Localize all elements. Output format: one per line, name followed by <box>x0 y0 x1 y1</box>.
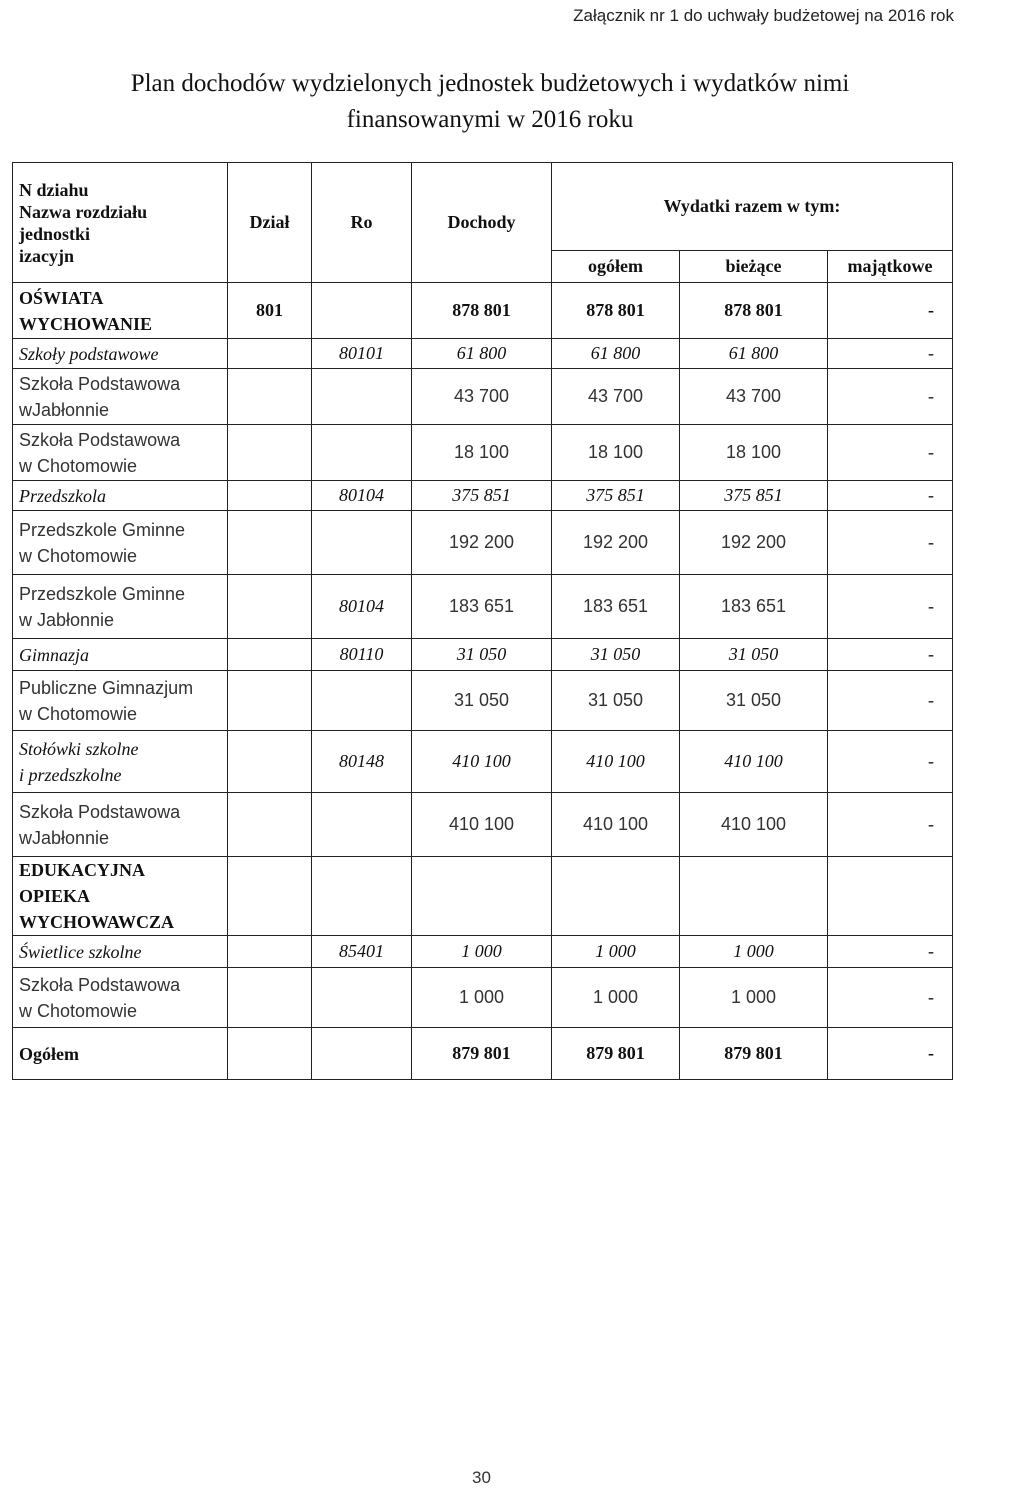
row-dzial <box>228 369 312 425</box>
table-row <box>13 671 953 731</box>
row-dochody: 61 800 <box>412 339 552 369</box>
row-dochody: 31 050 <box>412 671 552 731</box>
header-dochody: Dochody <box>412 163 552 283</box>
row-name-line-1: Szkoła Podstawowa <box>19 801 181 822</box>
row-majatkowe: - <box>828 731 953 793</box>
row-rozdzial <box>312 968 412 1028</box>
row-name-line-1: Przedszkole Gminne <box>19 583 186 604</box>
row-rozdzial: 80148 <box>312 731 412 793</box>
table-row <box>13 481 953 511</box>
header-biezace: bieżące <box>680 251 828 283</box>
row-name-line-2: i przedszkolne <box>19 764 122 785</box>
row-dzial <box>228 339 312 369</box>
row-biezace: 410 100 <box>680 793 828 857</box>
row-name-line-1: Stołówki szkolne <box>19 738 139 759</box>
row-rozdzial <box>312 793 412 857</box>
header-rozdzial: Ro <box>312 163 412 283</box>
table-row <box>13 968 953 1028</box>
row-majatkowe: - <box>828 511 953 575</box>
table-row <box>13 283 953 339</box>
total-majatkowe: - <box>828 1028 953 1080</box>
table-row <box>13 936 953 968</box>
row-rozdzial <box>312 425 412 481</box>
row-biezace: 192 200 <box>680 511 828 575</box>
row-ogolem <box>552 857 680 936</box>
row-dzial <box>228 671 312 731</box>
row-biezace: 183 651 <box>680 575 828 639</box>
row-ogolem: 410 100 <box>552 793 680 857</box>
row-name <box>13 575 228 639</box>
row-majatkowe: - <box>828 639 953 671</box>
header-ogolem: ogółem <box>552 251 680 283</box>
row-rozdzial <box>312 671 412 731</box>
row-name-line-2: wJabłonnie <box>19 399 110 420</box>
row-biezace <box>680 857 828 936</box>
row-ogolem: 1 000 <box>552 936 680 968</box>
row-ogolem: 31 050 <box>552 639 680 671</box>
row-name-line-1: Publiczne Gimnazjum <box>19 677 194 698</box>
row-name <box>13 425 228 481</box>
row-name-line-1: Przedszkole Gminne <box>19 519 186 540</box>
row-majatkowe: - <box>828 283 953 339</box>
row-majatkowe: - <box>828 793 953 857</box>
row-ogolem: 375 851 <box>552 481 680 511</box>
row-name <box>13 731 228 793</box>
row-dochody: 183 651 <box>412 575 552 639</box>
row-biezace: 878 801 <box>680 283 828 339</box>
header-name-line-3: jednostki <box>19 223 91 244</box>
table-row <box>13 575 953 639</box>
header-wydatki: Wydatki razem w tym: <box>552 163 953 251</box>
row-name-line-2: w Chotomowie <box>19 703 138 724</box>
page-title <box>40 66 940 138</box>
table-header <box>13 163 953 283</box>
row-rozdzial: 80104 <box>312 575 412 639</box>
row-name <box>13 793 228 857</box>
row-ogolem: 878 801 <box>552 283 680 339</box>
row-name-line-1: Gimnazja <box>19 644 90 665</box>
table-body <box>13 283 953 1028</box>
row-biezace: 43 700 <box>680 369 828 425</box>
row-name <box>13 511 228 575</box>
row-rozdzial: 80104 <box>312 481 412 511</box>
row-name <box>13 283 228 339</box>
row-majatkowe: - <box>828 671 953 731</box>
row-name <box>13 369 228 425</box>
row-rozdzial <box>312 511 412 575</box>
row-rozdzial <box>312 857 412 936</box>
total-dzial <box>228 1028 312 1080</box>
title-line-2: finansowanymi w 2016 roku <box>346 106 634 133</box>
row-name-line-1: OŚWIATA <box>19 287 104 308</box>
table-row <box>13 793 953 857</box>
row-dzial <box>228 575 312 639</box>
row-name-line-2: w Chotomowie <box>19 455 138 476</box>
table-row <box>13 857 953 936</box>
table-row <box>13 425 953 481</box>
row-biezace: 31 050 <box>680 671 828 731</box>
row-name <box>13 857 228 936</box>
row-ogolem: 1 000 <box>552 968 680 1028</box>
row-biezace: 1 000 <box>680 936 828 968</box>
header-dzial: Dział <box>228 163 312 283</box>
header-majatkowe: majątkowe <box>828 251 953 283</box>
total-row <box>13 1028 953 1080</box>
row-ogolem: 410 100 <box>552 731 680 793</box>
row-name <box>13 671 228 731</box>
page-number: 30 <box>472 1468 491 1487</box>
row-dochody: 192 200 <box>412 511 552 575</box>
row-dochody: 375 851 <box>412 481 552 511</box>
row-dochody: 878 801 <box>412 283 552 339</box>
row-dochody: 43 700 <box>412 369 552 425</box>
table-row <box>13 731 953 793</box>
row-dzial <box>228 857 312 936</box>
row-name-line-1: Szkoły podstawowe <box>19 343 159 364</box>
row-dochody <box>412 857 552 936</box>
header-name <box>13 163 228 283</box>
row-majatkowe: - <box>828 575 953 639</box>
row-name-line-2: WYCHOWANIE <box>19 313 153 334</box>
row-biezace: 410 100 <box>680 731 828 793</box>
budget-table <box>12 162 953 1080</box>
row-ogolem: 43 700 <box>552 369 680 425</box>
row-dzial <box>228 793 312 857</box>
row-name-line-1: Szkoła Podstawowa <box>19 373 181 394</box>
header-name-line-1: N dziahu <box>19 179 89 200</box>
row-majatkowe: - <box>828 481 953 511</box>
total-rozdzial <box>312 1028 412 1080</box>
row-rozdzial <box>312 283 412 339</box>
row-name <box>13 968 228 1028</box>
row-name-line-2: w Jabłonnie <box>19 609 115 630</box>
total-ogolem: 879 801 <box>552 1028 680 1080</box>
row-dzial <box>228 425 312 481</box>
row-name <box>13 481 228 511</box>
row-biezace: 18 100 <box>680 425 828 481</box>
row-rozdzial <box>312 369 412 425</box>
row-ogolem: 183 651 <box>552 575 680 639</box>
row-biezace: 1 000 <box>680 968 828 1028</box>
row-rozdzial: 80110 <box>312 639 412 671</box>
total-biezace: 879 801 <box>680 1028 828 1080</box>
table-row <box>13 639 953 671</box>
row-majatkowe <box>828 857 953 936</box>
row-name-line-1: Szkoła Podstawowa <box>19 429 181 450</box>
row-dochody: 31 050 <box>412 639 552 671</box>
row-name-line-1: Świetlice szkolne <box>19 941 142 962</box>
row-name-line-1: Przedszkola <box>19 485 106 506</box>
row-ogolem: 61 800 <box>552 339 680 369</box>
row-biezace: 61 800 <box>680 339 828 369</box>
row-dzial <box>228 968 312 1028</box>
row-majatkowe: - <box>828 339 953 369</box>
row-majatkowe: - <box>828 425 953 481</box>
row-dzial <box>228 511 312 575</box>
header-name-line-2: Nazwa rozdziału <box>19 201 148 222</box>
total-dochody: 879 801 <box>412 1028 552 1080</box>
row-name <box>13 639 228 671</box>
row-ogolem: 192 200 <box>552 511 680 575</box>
row-majatkowe: - <box>828 936 953 968</box>
row-name-line-2: OPIEKA <box>19 886 91 906</box>
row-dzial <box>228 639 312 671</box>
row-name <box>13 936 228 968</box>
table-row <box>13 511 953 575</box>
row-ogolem: 18 100 <box>552 425 680 481</box>
row-dochody: 410 100 <box>412 793 552 857</box>
table-row <box>13 369 953 425</box>
title-line-1: Plan dochodów wydzielonych jednostek budżetowych i wydatków nimi <box>130 70 850 97</box>
row-ogolem: 31 050 <box>552 671 680 731</box>
row-dochody: 1 000 <box>412 968 552 1028</box>
row-name-line-1: EDUKACYJNA <box>19 860 145 880</box>
row-name-line-3: WYCHOWAWCZA <box>19 912 175 932</box>
row-dzial: 801 <box>228 283 312 339</box>
row-majatkowe: - <box>828 369 953 425</box>
row-name-line-2: w Chotomowie <box>19 545 138 566</box>
row-dzial <box>228 936 312 968</box>
row-dochody: 410 100 <box>412 731 552 793</box>
row-name-line-1: Szkoła Podstawowa <box>19 974 181 995</box>
row-biezace: 31 050 <box>680 639 828 671</box>
header-name-line-4: izacyjn <box>19 245 74 266</box>
row-rozdzial: 80101 <box>312 339 412 369</box>
row-dzial <box>228 481 312 511</box>
row-name-line-2: wJabłonnie <box>19 827 110 848</box>
row-rozdzial: 85401 <box>312 936 412 968</box>
table-row <box>13 339 953 369</box>
row-dzial <box>228 731 312 793</box>
row-majatkowe: - <box>828 968 953 1028</box>
total-label: Ogółem <box>13 1028 228 1080</box>
row-dochody: 18 100 <box>412 425 552 481</box>
row-name-line-2: w Chotomowie <box>19 1000 138 1021</box>
row-dochody: 1 000 <box>412 936 552 968</box>
row-biezace: 375 851 <box>680 481 828 511</box>
annex-note: Załącznik nr 1 do uchwały budżetowej na 2016 rok <box>573 6 954 25</box>
row-name <box>13 339 228 369</box>
